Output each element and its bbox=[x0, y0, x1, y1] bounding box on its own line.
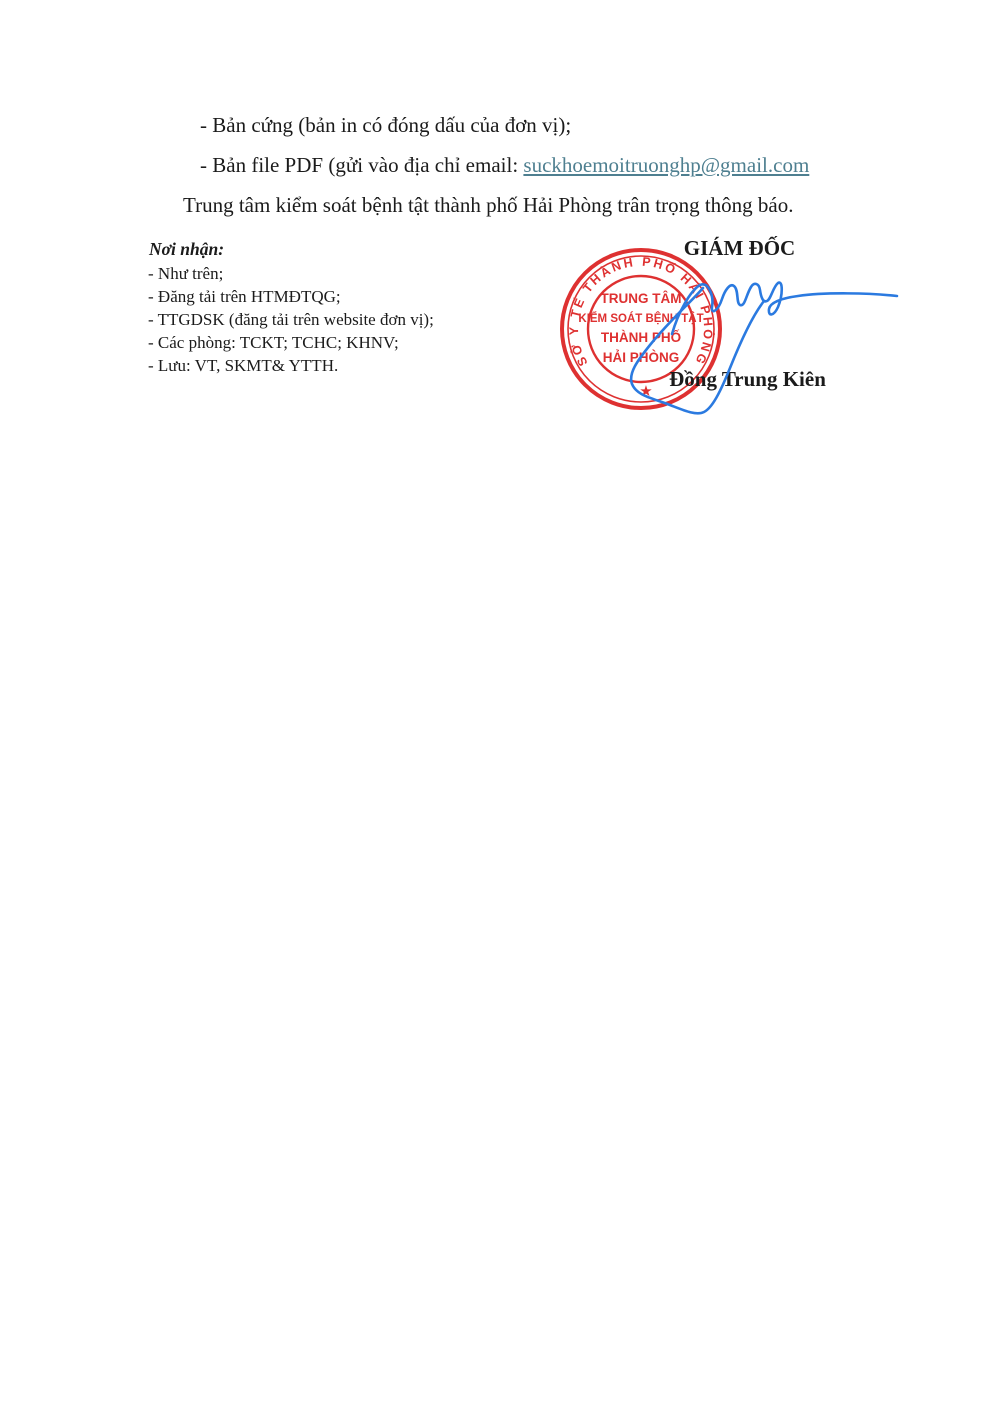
signer-name: Đồng Trung Kiên bbox=[669, 367, 826, 391]
recipient-item: - Đăng tải trên HTMĐTQG; bbox=[148, 287, 341, 306]
signer-title: GIÁM ĐỐC bbox=[683, 236, 796, 260]
recipients-heading: Nơi nhận: bbox=[149, 239, 225, 259]
stamp-center-line: TRUNG TÂM bbox=[600, 291, 682, 306]
signature-flourish-loop-stroke bbox=[631, 288, 764, 413]
stamp-star-icon: ★ bbox=[639, 383, 653, 400]
paragraph-pdf-file-text: - Bản file PDF (gửi vào địa chỉ email: bbox=[200, 153, 524, 177]
paragraph-hard-copy: - Bản cứng (bản in có đóng dấu của đơn vị); bbox=[200, 113, 572, 137]
stamp-center-line: KIỂM SOÁT BỆNH TẬT bbox=[578, 313, 704, 325]
recipient-item: - Các phòng: TCKT; TCHC; KHNV; bbox=[148, 333, 399, 352]
recipients-list bbox=[148, 262, 434, 377]
stamp-ring-text: SỞ Y TẾ THÀNH PHỐ HẢI PHÒNG bbox=[566, 254, 716, 369]
recipient-item: - Lưu: VT, SKMT& YTTH. bbox=[148, 356, 339, 375]
stamp-center-line: HẢI PHÒNG bbox=[602, 350, 680, 365]
recipient-item: - TTGDSK (đăng tải trên website đơn vị); bbox=[148, 310, 434, 329]
signature-scrawl-stroke bbox=[672, 283, 897, 334]
handwritten-signature bbox=[540, 255, 920, 440]
paragraph-announcement: Trung tâm kiểm soát bệnh tật thành phố Hải Phòng trân trọng thông báo. bbox=[183, 193, 794, 217]
stamp-center-line: THÀNH PHỐ bbox=[600, 330, 682, 345]
paragraph-pdf-file bbox=[200, 153, 809, 178]
email-link[interactable]: suckhoemoitruonghp@gmail.com bbox=[523, 153, 810, 177]
recipient-item: - Như trên; bbox=[148, 264, 224, 283]
